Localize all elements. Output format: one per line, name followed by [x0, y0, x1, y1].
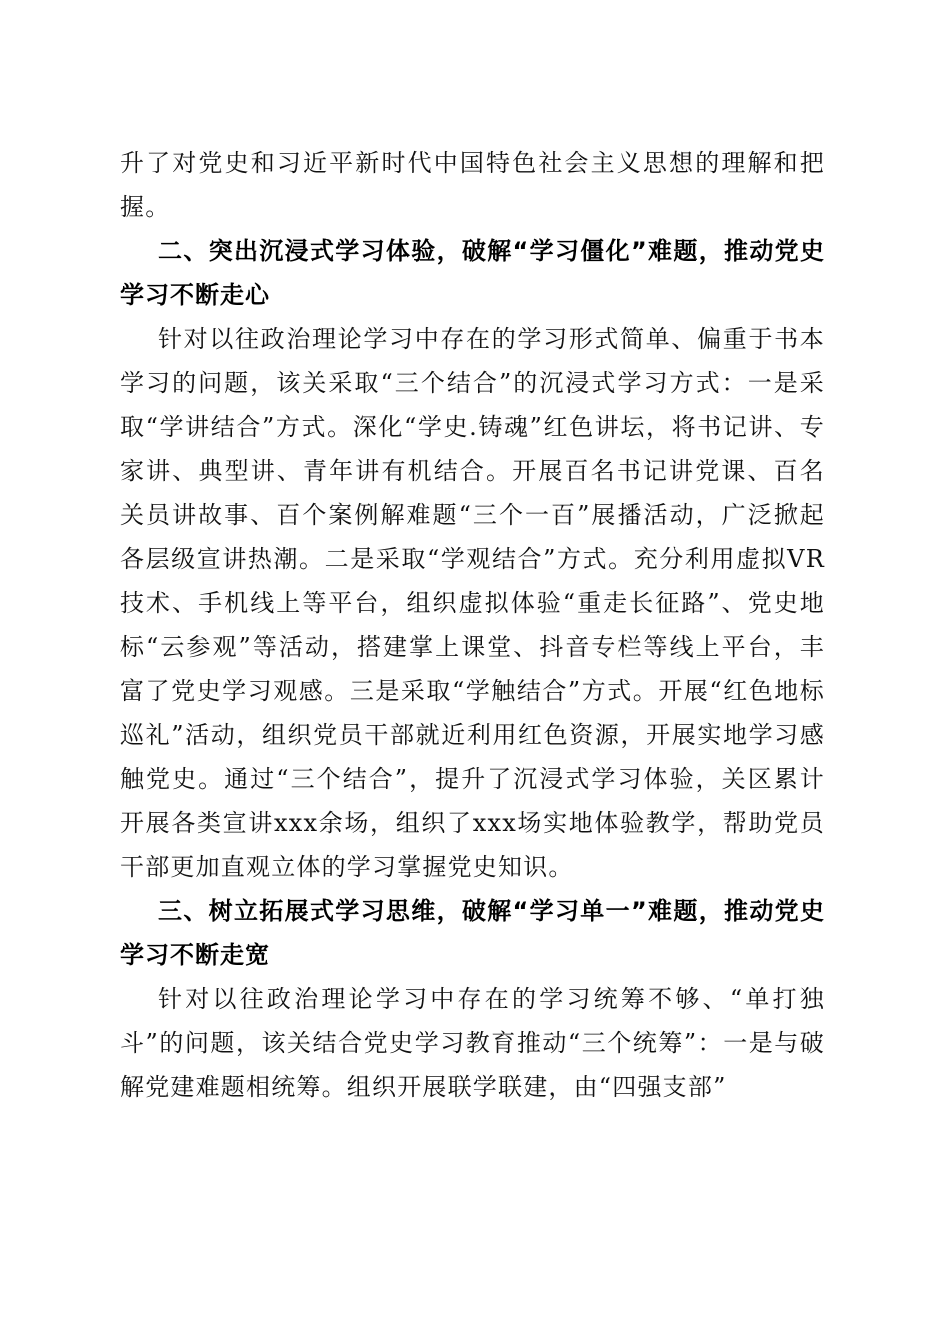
document-body [120, 141, 825, 1109]
paragraph-continued: 升了对党史和习近平新时代中国特色社会主义思想的理解和把握。 [120, 149, 825, 221]
section-heading-2: 二、突出沉浸式学习体验，破解“学习僵化”难题，推动党史学习不断走心 [120, 237, 825, 309]
section-2-paragraph: 针对以往政治理论学习中存在的学习形式简单、偏重于书本学习的问题，该关采取“三个结合”的沉浸式学习方式：一是采取“学讲结合”方式。深化“学史.铸魂”红色讲坛，将书记讲、专家讲、典型讲、青年讲有机结合。开展百名书记讲党课、百名关员讲故事、百个案例解难题“三个一百”展播活动，广泛掀起各层级宣讲热潮。二是采取“学观结合”方式。充分利用虚拟VR技术、手机线上等平台，组织虚拟体验“重走长征路”、党史地标“云参观”等活动，搭建掌上课堂、抖音专栏等线上平台，丰富了党史学习观感。三是采取“学触结合”方式。开展“红色地标巡礼”活动，组织党员干部就近利用红色资源，开展实地学习感触党史。通过“三个结合”，提升了沉浸式学习体验，关区累计开展各类宣讲xxx余场，组织了xxx场实地体验教学，帮助党员干部更加直观立体的学习掌握党史知识。 [120, 325, 825, 881]
section-3-paragraph: 针对以往政治理论学习中存在的学习统筹不够、“单打独斗”的问题，该关结合党史学习教育推动“三个统筹”：一是与破解党建难题相统筹。组织开展联学联建，由“四强支部” [120, 985, 825, 1101]
section-heading-3: 三、树立拓展式学习思维，破解“学习单一”难题，推动党史学习不断走宽 [120, 897, 825, 969]
